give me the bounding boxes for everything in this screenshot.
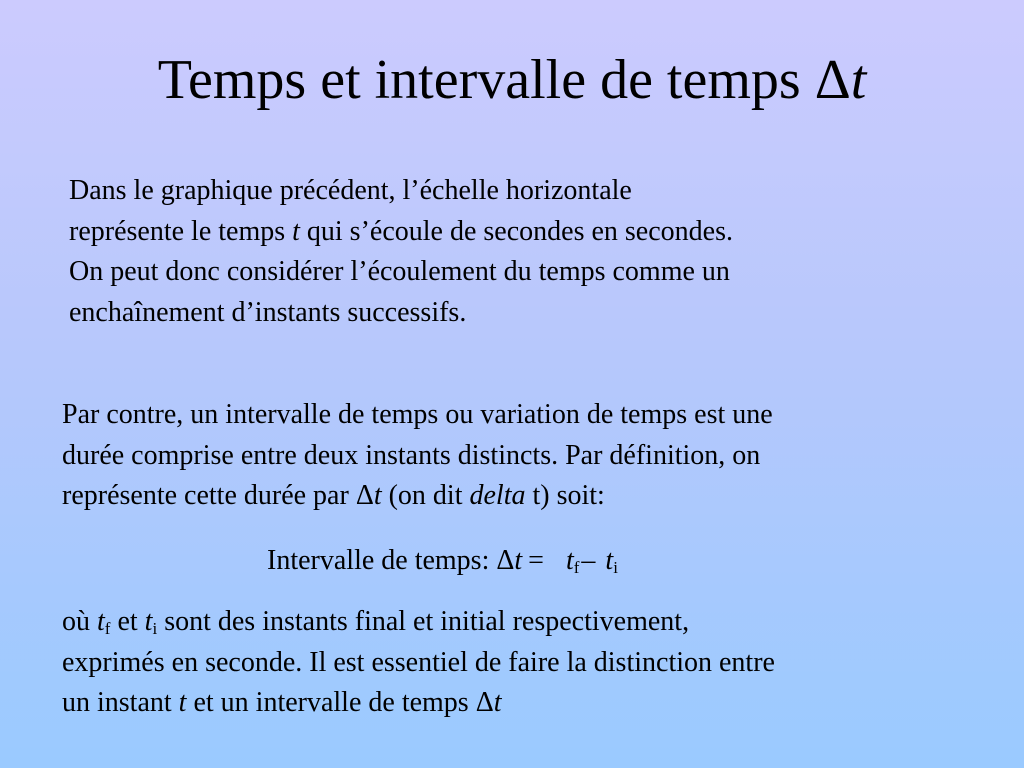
p1-line-2a: représente le temps (69, 215, 293, 247)
p3-line-3a: un instant (62, 687, 179, 718)
p3-ti-sub: i (152, 619, 158, 638)
title-delta: Δ (814, 49, 851, 111)
p3-line-1b: et (110, 606, 145, 637)
formula-ti-sub: i (613, 558, 618, 577)
paragraph-interval-definition (62, 395, 982, 517)
p1-time-variable: t (292, 215, 300, 247)
p2-delta-symbol: Δ (355, 480, 374, 511)
title-variable: t (850, 49, 867, 111)
p3-delta-t: t (493, 687, 502, 718)
p2-delta-t: t (373, 480, 382, 511)
p3-line-1c: sont des instants final et initial respectivement, (157, 606, 690, 637)
p2-line-1: Par contre, un intervalle de temps ou variation de temps est une (62, 399, 773, 430)
title-text: Temps et intervalle de temps (157, 49, 815, 111)
p3-tf-sub: f (104, 619, 111, 638)
p2-delta-word: delta (469, 480, 526, 511)
p1-line-1: Dans le graphique précédent, l’échelle horizontale (69, 175, 632, 206)
p3-ti: t (144, 606, 153, 637)
formula-ti: t (605, 545, 614, 576)
formula-tf: t (565, 545, 574, 576)
formula-minus: – (581, 545, 596, 576)
p3-tf: t (97, 606, 105, 637)
p2-line-3a: représente cette durée par (62, 480, 356, 511)
p3-line-2: exprimés en seconde. Il est essentiel de faire la distinction entre (62, 646, 775, 678)
formula-label: Intervalle de temps: (267, 545, 497, 576)
p2-line-3b: (on dit (381, 480, 470, 511)
p1-line-2b: qui s’écoule de secondes en secondes. (299, 215, 733, 247)
formula-delta: Δ (496, 545, 515, 576)
formula-equals: = (528, 545, 544, 576)
paragraph-distinction (62, 602, 982, 724)
interval-formula (267, 541, 618, 581)
p3-line-1a: où (62, 606, 97, 637)
slide-title (0, 42, 1024, 118)
p3-instant-t: t (178, 687, 187, 718)
p1-line-3: On peut donc considérer l’écoulement du temps comme un (69, 256, 730, 287)
p1-line-4: enchaînement d’instants successifs. (69, 296, 467, 328)
p3-line-3b: et un intervalle de temps (186, 687, 476, 718)
formula-tf-sub: f (573, 558, 580, 577)
paragraph-time-scale (69, 171, 969, 333)
p2-line-2: durée comprise entre deux instants distincts. Par définition, on (62, 439, 761, 471)
p3-delta-symbol: Δ (475, 687, 494, 718)
formula-t: t (514, 545, 523, 576)
p2-line-3c: t) soit: (525, 480, 605, 511)
